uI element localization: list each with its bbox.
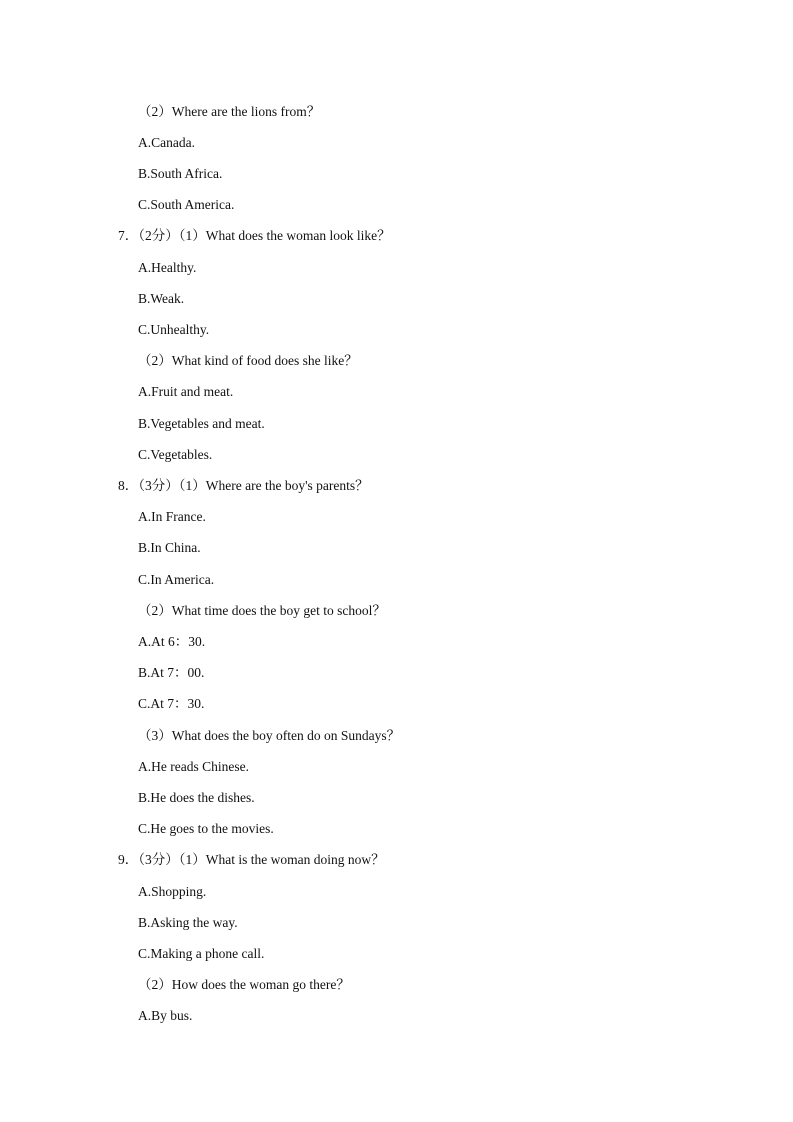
option-a: A.At 6：30. (138, 634, 206, 649)
option-a: A.Canada. (138, 135, 195, 150)
option-b: B.In China. (138, 540, 201, 555)
option-c: C.At 7：30. (138, 696, 205, 711)
option-a: A.Fruit and meat. (138, 384, 234, 399)
option-a: A.Shopping. (138, 884, 207, 899)
option-c: C.He goes to the movies. (138, 821, 274, 836)
sub-question-school-time: （2）What time does the boy get to school？ (138, 603, 386, 618)
option-c: C.In America. (138, 572, 215, 587)
option-b: B.South Africa. (138, 166, 223, 181)
sub-question-transport: （2）How does the woman go there？ (138, 977, 350, 992)
option-c: C.South America. (138, 197, 235, 212)
option-c: C.Vegetables. (138, 447, 213, 462)
option-a: A.By bus. (138, 1008, 193, 1023)
option-b: B.Weak. (138, 291, 185, 306)
sub-question-food: （2）What kind of food does she like？ (138, 353, 358, 368)
option-b: B.He does the dishes. (138, 790, 255, 805)
option-c: C.Making a phone call. (138, 946, 265, 961)
option-a: A.He reads Chinese. (138, 759, 249, 774)
sub-question-lions-from: （2）Where are the lions from？ (138, 104, 321, 119)
option-b: B.Vegetables and meat. (138, 416, 265, 431)
sub-question-sundays: （3）What does the boy often do on Sundays？ (138, 728, 401, 743)
option-c: C.Unhealthy. (138, 322, 210, 337)
question-8: 8．（3分）（1）Where are the boy's parents？ (118, 478, 369, 493)
option-b: B.Asking the way. (138, 915, 238, 930)
question-7: 7．（2分）（1）What does the woman look like？ (118, 228, 391, 243)
option-a: A.In France. (138, 509, 206, 524)
option-b: B.At 7：00. (138, 665, 205, 680)
question-9: 9．（3分）（1）What is the woman doing now？ (118, 852, 385, 867)
option-a: A.Healthy. (138, 260, 197, 275)
